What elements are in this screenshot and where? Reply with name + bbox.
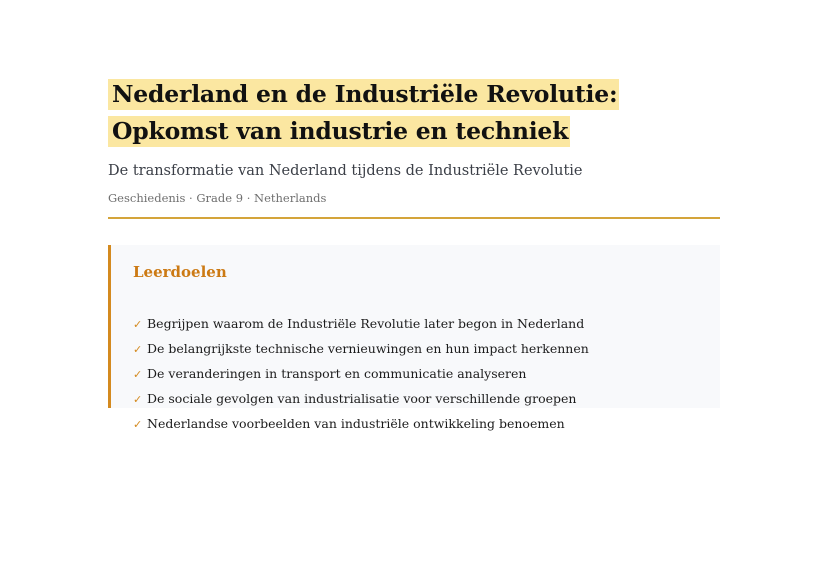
list-item <box>133 362 700 387</box>
check-icon: ✓ <box>133 343 143 356</box>
check-icon: ✓ <box>133 393 143 406</box>
meta-separator: · <box>246 191 251 205</box>
learning-objectives-panel <box>108 245 720 431</box>
list-item <box>133 412 700 437</box>
meta-grade: Grade 9 <box>196 191 244 205</box>
check-icon: ✓ <box>133 368 143 381</box>
list-item <box>133 337 700 362</box>
objectives-heading: Leerdoelen <box>133 263 227 281</box>
list-item <box>133 312 700 337</box>
objective-text: De veranderingen in transport en communicatie analyseren <box>147 366 527 381</box>
objective-text: Nederlandse voorbeelden van industriële ontwikkeling benoemen <box>147 416 565 431</box>
title-highlight: Nederland en de Industriële Revolutie: Opkomst van industrie en techniek <box>108 79 619 147</box>
check-icon: ✓ <box>133 418 143 431</box>
objective-text: De belangrijkste technische vernieuwingen en hun impact herkennen <box>147 341 589 356</box>
list-item <box>133 387 700 412</box>
meta-region: Netherlands <box>254 191 327 205</box>
meta-separator: · <box>189 191 193 205</box>
check-icon: ✓ <box>133 318 143 331</box>
page-subtitle: De transformatie van Nederland tijdens de Industriële Revolutie <box>108 163 583 179</box>
lesson-page <box>108 76 720 431</box>
lesson-meta <box>108 190 720 206</box>
objective-text: De sociale gevolgen van industrialisatie voor verschillende groepen <box>147 391 577 406</box>
objectives-list <box>133 312 700 437</box>
objective-text: Begrijpen waarom de Industriële Revolutie later begon in Nederland <box>147 316 585 331</box>
header-divider <box>108 217 720 219</box>
page-title <box>108 76 720 150</box>
meta-subject: Geschiedenis <box>108 191 186 205</box>
